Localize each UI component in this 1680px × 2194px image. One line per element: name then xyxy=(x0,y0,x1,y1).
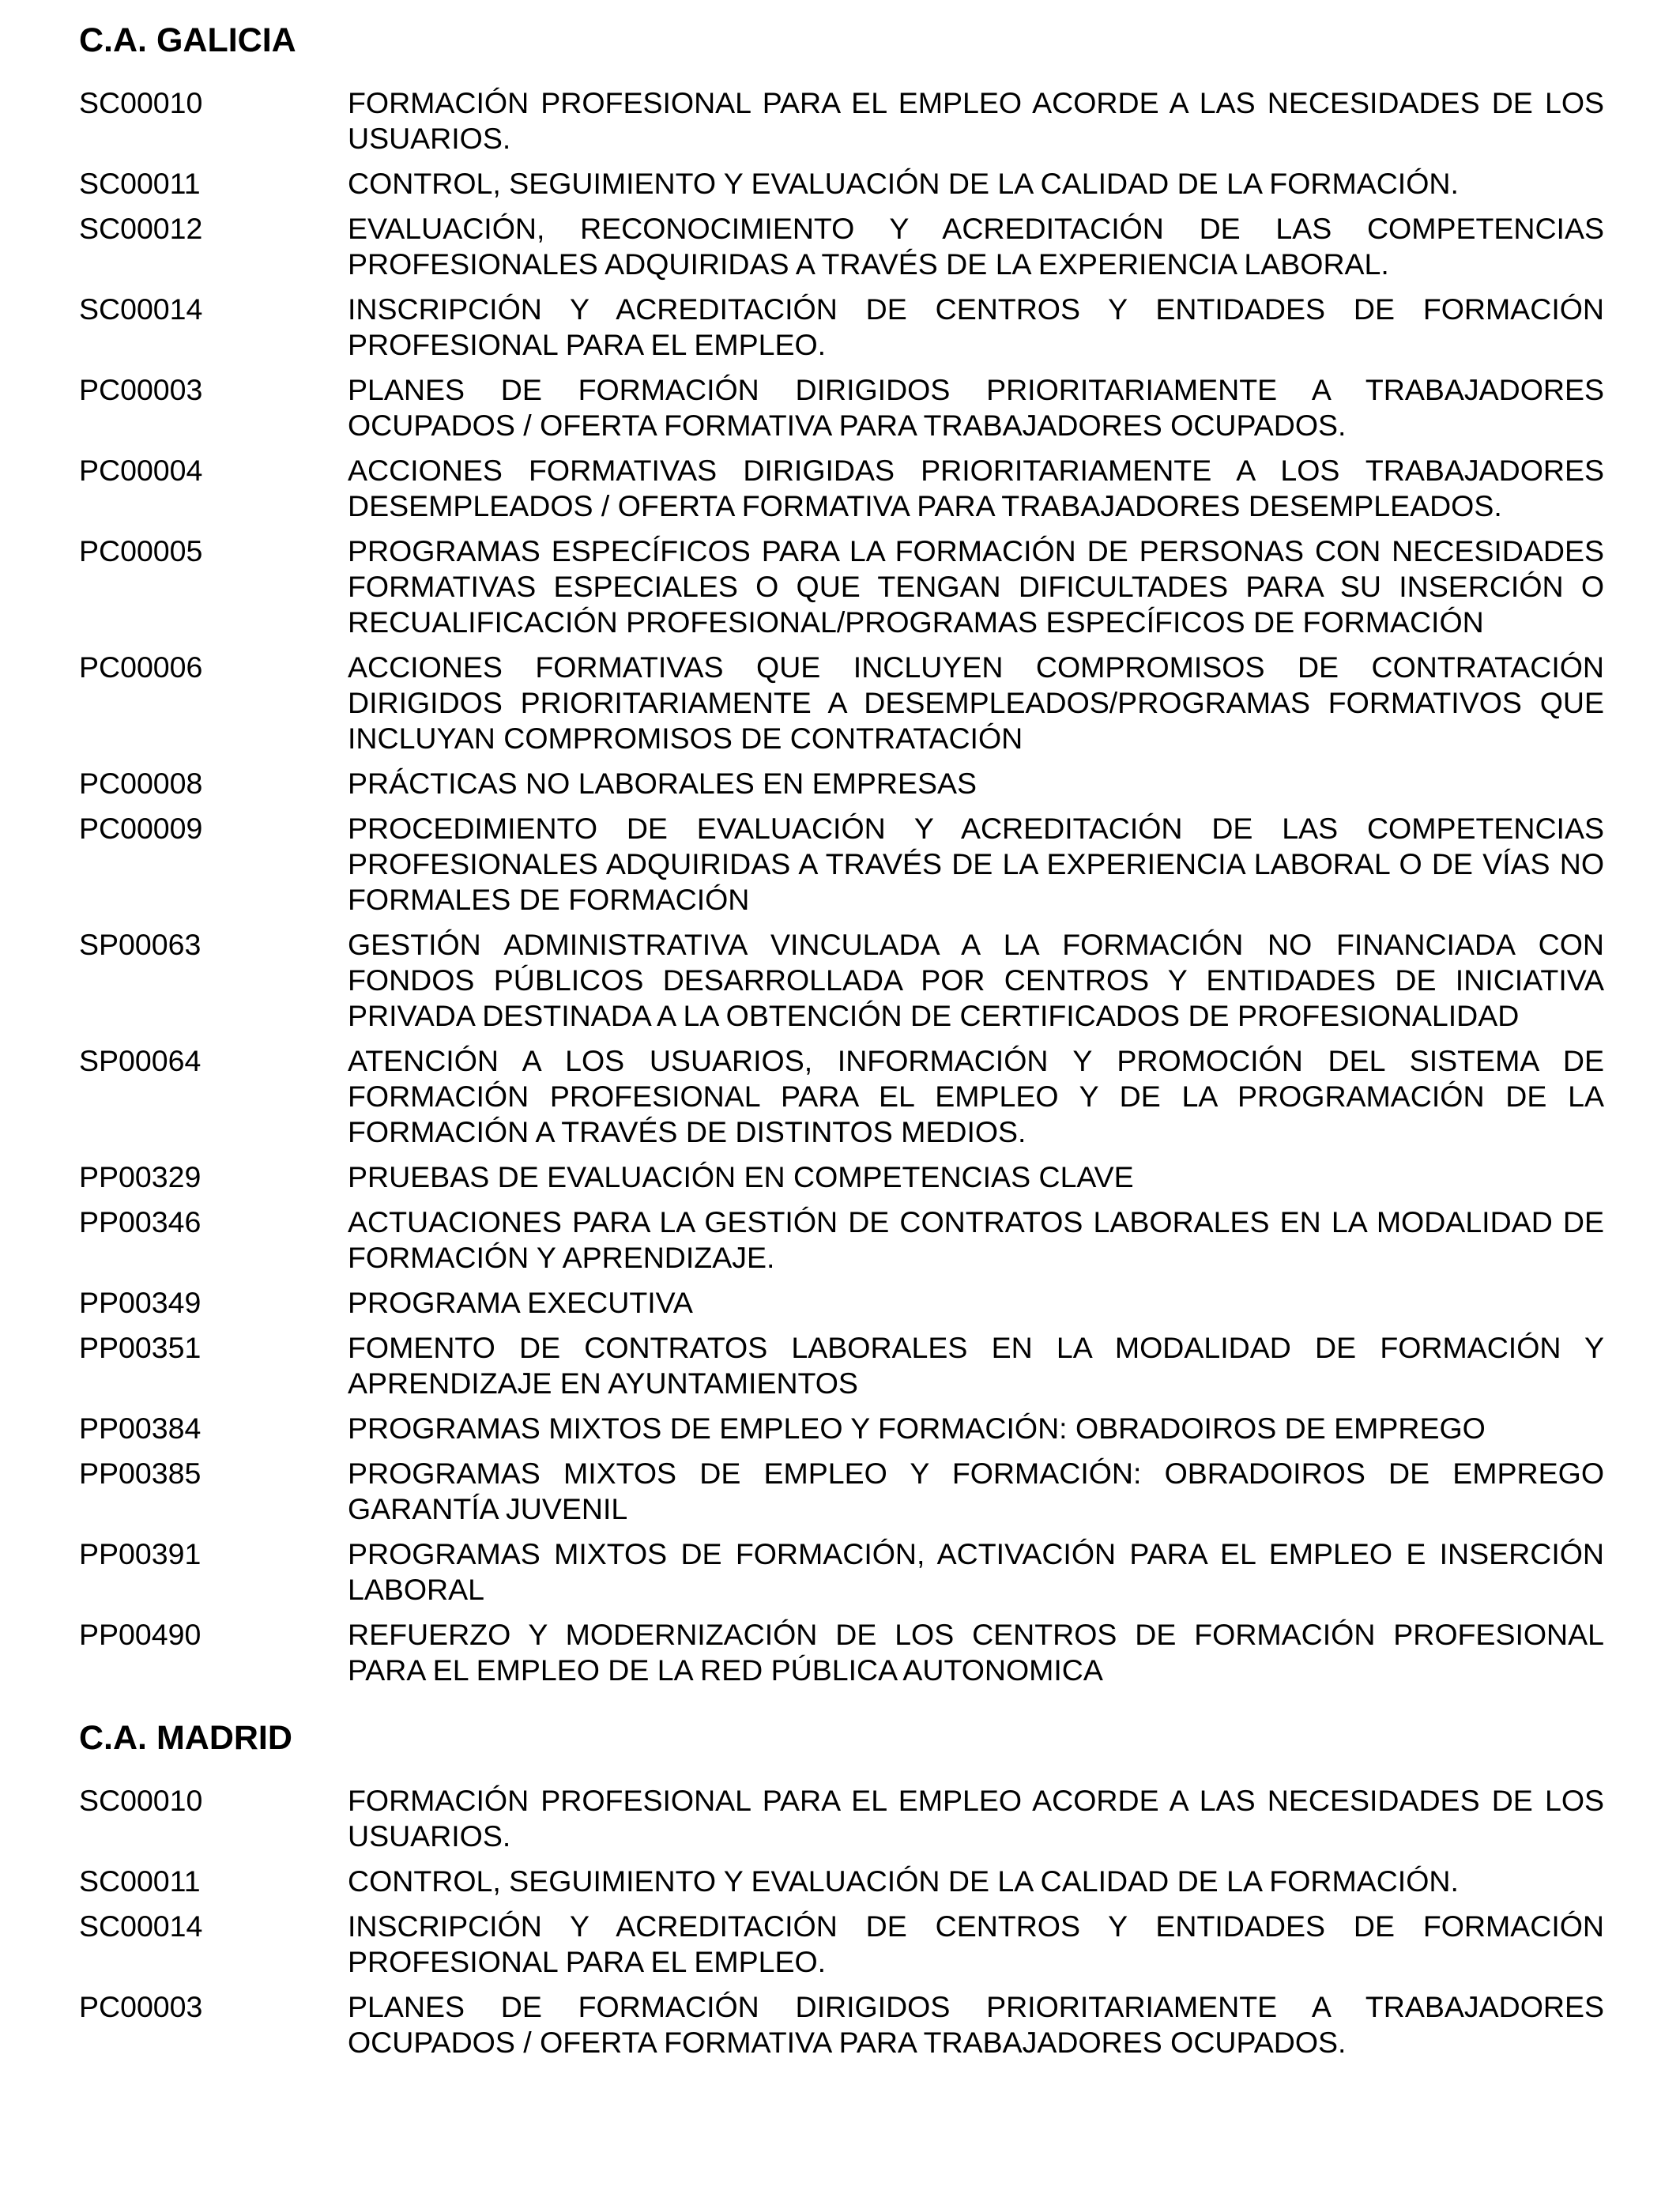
entry-description: PROGRAMAS MIXTOS DE EMPLEO Y FORMACIÓN: OBRADOIROS DE EMPREGO xyxy=(348,1412,1486,1445)
entry-description: PROGRAMA EXECUTIVA xyxy=(348,1286,693,1319)
entry-list xyxy=(79,1783,1604,2060)
entry-description: ACCIONES FORMATIVAS QUE INCLUYEN COMPROMISOS DE CONTRATACIÓN DIRIGIDOS PRIORITARIAMENTE A DESEMPLEADOS/PROGRAMAS FORMATIVOS QUE INCLUYAN COMPROMISOS DE CONTRATACIÓN xyxy=(348,650,1604,755)
entry-row xyxy=(79,372,1604,443)
entry-description: EVALUACIÓN, RECONOCIMIENTO Y ACREDITACIÓN DE LAS COMPETENCIAS PROFESIONALES ADQUIRIDAS A TRAVÉS DE LA EXPERIENCIA LABORAL. xyxy=(348,212,1604,281)
entry-row xyxy=(79,1330,1604,1401)
entry-row xyxy=(79,166,1604,202)
entry-row xyxy=(79,211,1604,282)
entry-description: PROGRAMAS MIXTOS DE FORMACIÓN, ACTIVACIÓN PARA EL EMPLEO E INSERCIÓN LABORAL xyxy=(348,1537,1604,1606)
entry-code: PC00003 xyxy=(79,373,203,406)
entry-description: PROCEDIMIENTO DE EVALUACIÓN Y ACREDITACIÓN DE LAS COMPETENCIAS PROFESIONALES ADQUIRIDAS A TRAVÉS DE LA EXPERIENCIA LABORAL O DE VÍAS NO FORMALES DE FORMACIÓN xyxy=(348,812,1604,916)
entry-row xyxy=(79,766,1604,801)
entry-code: SC00014 xyxy=(79,1909,203,1943)
entry-code: PC00009 xyxy=(79,812,203,845)
section-title: C.A. MADRID xyxy=(79,1719,292,1757)
entry-code: SC00011 xyxy=(79,167,201,200)
entry-row xyxy=(79,1536,1604,1608)
entry-description: PLANES DE FORMACIÓN DIRIGIDOS PRIORITARIAMENTE A TRABAJADORES OCUPADOS / OFERTA FORMATIVA PARA TRABAJADORES OCUPADOS. xyxy=(348,1990,1604,2059)
entry-row xyxy=(79,811,1604,918)
entry-row xyxy=(79,927,1604,1034)
entry-description: FOMENTO DE CONTRATOS LABORALES EN LA MODALIDAD DE FORMACIÓN Y APRENDIZAJE EN AYUNTAMIENTOS xyxy=(348,1331,1604,1400)
entry-code: SC00014 xyxy=(79,292,203,326)
entry-description: REFUERZO Y MODERNIZACIÓN DE LOS CENTROS DE FORMACIÓN PROFESIONAL PARA EL EMPLEO DE LA RED PÚBLICA AUTONOMICA xyxy=(348,1618,1604,1687)
entry-list xyxy=(79,85,1604,1688)
document-page xyxy=(79,0,1604,2070)
entry-row xyxy=(79,1617,1604,1688)
entry-code: PC00003 xyxy=(79,1990,203,2023)
entry-row xyxy=(79,1159,1604,1195)
entry-row xyxy=(79,1783,1604,1854)
entry-row xyxy=(79,1989,1604,2060)
section-madrid xyxy=(79,1718,1604,2060)
entry-description: PROGRAMAS ESPECÍFICOS PARA LA FORMACIÓN DE PERSONAS CON NECESIDADES FORMATIVAS ESPECIALES O QUE TENGAN DIFICULTADES PARA SU INSERCIÓN O RECUALIFICACIÓN PROFESIONAL/PROGRAMAS ESPECÍFICOS DE FORMACIÓN xyxy=(348,534,1604,639)
entry-code: PP00351 xyxy=(79,1331,202,1364)
entry-code: PP00329 xyxy=(79,1160,202,1193)
entry-description: ACCIONES FORMATIVAS DIRIGIDAS PRIORITARIAMENTE A LOS TRABAJADORES DESEMPLEADOS / OFERTA FORMATIVA PARA TRABAJADORES DESEMPLEADOS. xyxy=(348,454,1604,522)
entry-code: PC00005 xyxy=(79,534,203,567)
entry-code: PC00008 xyxy=(79,767,203,800)
entry-row xyxy=(79,292,1604,363)
entry-code: SC00012 xyxy=(79,212,203,245)
entry-row xyxy=(79,1411,1604,1446)
entry-row xyxy=(79,1456,1604,1527)
entry-code: PP00346 xyxy=(79,1205,202,1238)
entry-description: FORMACIÓN PROFESIONAL PARA EL EMPLEO ACORDE A LAS NECESIDADES DE LOS USUARIOS. xyxy=(348,86,1604,155)
entry-description: PRÁCTICAS NO LABORALES EN EMPRESAS xyxy=(348,767,977,800)
entry-code: SC00010 xyxy=(79,1784,203,1817)
entry-row xyxy=(79,650,1604,756)
entry-description: INSCRIPCIÓN Y ACREDITACIÓN DE CENTROS Y ENTIDADES DE FORMACIÓN PROFESIONAL PARA EL EMPLEO. xyxy=(348,292,1604,361)
entry-code: PP00349 xyxy=(79,1286,202,1319)
entry-description: ATENCIÓN A LOS USUARIOS, INFORMACIÓN Y PROMOCIÓN DEL SISTEMA DE FORMACIÓN PROFESIONAL PARA EL EMPLEO Y DE LA PROGRAMACIÓN DE LA FORMACIÓN A TRAVÉS DE DISTINTOS MEDIOS. xyxy=(348,1044,1604,1148)
entry-code: PP00384 xyxy=(79,1412,202,1445)
section-title: C.A. GALICIA xyxy=(79,21,296,59)
entry-description: PLANES DE FORMACIÓN DIRIGIDOS PRIORITARIAMENTE A TRABAJADORES OCUPADOS / OFERTA FORMATIVA PARA TRABAJADORES OCUPADOS. xyxy=(348,373,1604,442)
entry-description: PROGRAMAS MIXTOS DE EMPLEO Y FORMACIÓN: OBRADOIROS DE EMPREGO GARANTÍA JUVENIL xyxy=(348,1457,1604,1525)
entry-description: FORMACIÓN PROFESIONAL PARA EL EMPLEO ACORDE A LAS NECESIDADES DE LOS USUARIOS. xyxy=(348,1784,1604,1853)
entry-description: INSCRIPCIÓN Y ACREDITACIÓN DE CENTROS Y ENTIDADES DE FORMACIÓN PROFESIONAL PARA EL EMPLEO. xyxy=(348,1909,1604,1978)
section-galicia xyxy=(79,0,1604,1688)
entry-description: PRUEBAS DE EVALUACIÓN EN COMPETENCIAS CLAVE xyxy=(348,1160,1134,1193)
entry-code: PP00490 xyxy=(79,1618,202,1651)
entry-code: SC00010 xyxy=(79,86,203,119)
entry-row xyxy=(79,533,1604,640)
entry-row xyxy=(79,453,1604,524)
entry-row xyxy=(79,1204,1604,1276)
entry-description: GESTIÓN ADMINISTRATIVA VINCULADA A LA FORMACIÓN NO FINANCIADA CON FONDOS PÚBLICOS DESARROLLADA POR CENTROS Y ENTIDADES DE INICIATIVA PRIVADA DESTINADA A LA OBTENCIÓN DE CERTIFICADOS DE PROFESIONALIDAD xyxy=(348,928,1604,1032)
entry-row xyxy=(79,1864,1604,1899)
entry-code: PC00004 xyxy=(79,454,203,487)
entry-code: SP00063 xyxy=(79,928,202,961)
entry-row xyxy=(79,1285,1604,1321)
entry-row xyxy=(79,85,1604,156)
entry-description: CONTROL, SEGUIMIENTO Y EVALUACIÓN DE LA CALIDAD DE LA FORMACIÓN. xyxy=(348,1864,1459,1898)
entry-code: PP00391 xyxy=(79,1537,202,1570)
entry-description: CONTROL, SEGUIMIENTO Y EVALUACIÓN DE LA CALIDAD DE LA FORMACIÓN. xyxy=(348,167,1459,200)
entry-row xyxy=(79,1043,1604,1150)
entry-code: PC00006 xyxy=(79,650,203,684)
entry-code: SP00064 xyxy=(79,1044,202,1077)
entry-code: SC00011 xyxy=(79,1864,201,1898)
entry-code: PP00385 xyxy=(79,1457,202,1490)
entry-description: ACTUACIONES PARA LA GESTIÓN DE CONTRATOS LABORALES EN LA MODALIDAD DE FORMACIÓN Y APRENDIZAJE. xyxy=(348,1205,1604,1274)
entry-row xyxy=(79,1909,1604,1980)
